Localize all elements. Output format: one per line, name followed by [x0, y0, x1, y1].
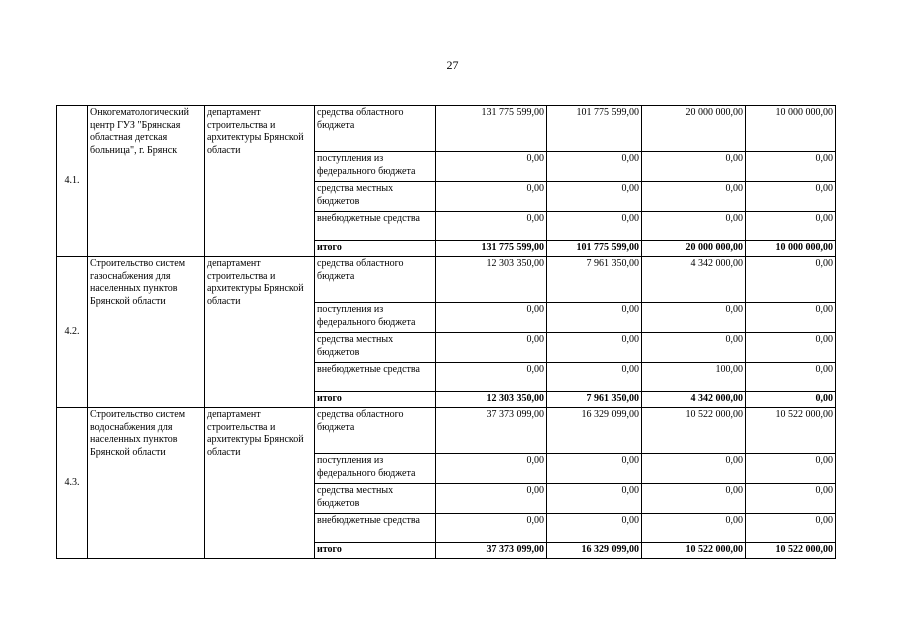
amount-cell: 0,00: [547, 333, 642, 363]
amount-cell: 0,00: [746, 514, 836, 543]
amount-cell: 0,00: [436, 454, 547, 484]
funding-source: итого: [315, 392, 436, 408]
responsible-department: департамент строительства и архитектуры Брянской области: [205, 408, 315, 559]
funding-source: итого: [315, 543, 436, 559]
amount-cell: 0,00: [746, 152, 836, 182]
amount-cell: 7 961 350,00: [547, 392, 642, 408]
amount-cell: 0,00: [746, 182, 836, 212]
amount-cell: 0,00: [746, 303, 836, 333]
section-number-text: 4.3.: [64, 476, 80, 488]
amount-cell: 10 522 000,00: [642, 543, 746, 559]
amount-cell: 37 373 099,00: [436, 543, 547, 559]
table-row: [57, 257, 836, 303]
amount-cell: 0,00: [642, 152, 746, 182]
amount-cell: 0,00: [547, 514, 642, 543]
amount-cell: 0,00: [547, 454, 642, 484]
amount-cell: 0,00: [436, 514, 547, 543]
funding-source: средства областного бюджета: [315, 106, 436, 152]
table-row: [57, 106, 836, 152]
amount-cell: 0,00: [642, 514, 746, 543]
funding-source: поступления из федерального бюджета: [315, 454, 436, 484]
amount-cell: 10 522 000,00: [746, 408, 836, 454]
amount-cell: 7 961 350,00: [547, 257, 642, 303]
amount-cell: 20 000 000,00: [642, 241, 746, 257]
amount-cell: 12 303 350,00: [436, 257, 547, 303]
funding-source: внебюджетные средства: [315, 212, 436, 241]
amount-cell: 0,00: [436, 182, 547, 212]
funding-source: итого: [315, 241, 436, 257]
amount-cell: 0,00: [547, 152, 642, 182]
section-number-text: 4.1.: [64, 174, 80, 186]
amount-cell: 0,00: [746, 454, 836, 484]
amount-cell: 16 329 099,00: [547, 408, 642, 454]
funding-source: средства местных бюджетов: [315, 333, 436, 363]
project-name: Строительство систем газоснабжения для населенных пунктов Брянской области: [88, 257, 205, 408]
amount-cell: 10 522 000,00: [746, 543, 836, 559]
funding-source: поступления из федерального бюджета: [315, 152, 436, 182]
amount-cell: 0,00: [642, 303, 746, 333]
amount-cell: 0,00: [746, 392, 836, 408]
project-name: Онкогематологический центр ГУЗ "Брянская областная детская больница", г. Брянск: [88, 106, 205, 257]
section-number-text: 4.2.: [64, 325, 80, 337]
amount-cell: 0,00: [642, 454, 746, 484]
funding-source: поступления из федерального бюджета: [315, 303, 436, 333]
table-row: [57, 408, 836, 454]
amount-cell: 0,00: [547, 182, 642, 212]
amount-cell: 16 329 099,00: [547, 543, 642, 559]
funding-source: средства местных бюджетов: [315, 182, 436, 212]
amount-cell: 0,00: [436, 303, 547, 333]
responsible-department: департамент строительства и архитектуры Брянской области: [205, 106, 315, 257]
amount-cell: 0,00: [642, 333, 746, 363]
amount-cell: 10 000 000,00: [746, 241, 836, 257]
amount-cell: 4 342 000,00: [642, 257, 746, 303]
amount-cell: 4 342 000,00: [642, 392, 746, 408]
amount-cell: 100,00: [642, 363, 746, 392]
funding-source: средства местных бюджетов: [315, 484, 436, 514]
amount-cell: 0,00: [547, 363, 642, 392]
amount-cell: 0,00: [746, 257, 836, 303]
amount-cell: 131 775 599,00: [436, 241, 547, 257]
amount-cell: 0,00: [642, 212, 746, 241]
page-number: 27: [446, 58, 459, 72]
section-number: [57, 408, 88, 559]
amount-cell: 0,00: [436, 212, 547, 241]
amount-cell: 10 000 000,00: [746, 106, 836, 152]
amount-cell: 0,00: [746, 212, 836, 241]
amount-cell: 101 775 599,00: [547, 241, 642, 257]
amount-cell: 0,00: [547, 212, 642, 241]
amount-cell: 0,00: [436, 152, 547, 182]
funding-source: средства областного бюджета: [315, 257, 436, 303]
amount-cell: 0,00: [746, 363, 836, 392]
amount-cell: 0,00: [436, 363, 547, 392]
section-number: [57, 106, 88, 257]
amount-cell: 20 000 000,00: [642, 106, 746, 152]
amount-cell: 0,00: [642, 182, 746, 212]
amount-cell: 12 303 350,00: [436, 392, 547, 408]
amount-cell: 131 775 599,00: [436, 106, 547, 152]
funding-source: внебюджетные средства: [315, 514, 436, 543]
amount-cell: 0,00: [436, 333, 547, 363]
funding-source: внебюджетные средства: [315, 363, 436, 392]
amount-cell: 0,00: [642, 484, 746, 514]
responsible-department: департамент строительства и архитектуры Брянской области: [205, 257, 315, 408]
amount-cell: 0,00: [547, 484, 642, 514]
section-number: [57, 257, 88, 408]
amount-cell: 0,00: [746, 484, 836, 514]
amount-cell: 0,00: [547, 303, 642, 333]
funding-source: средства областного бюджета: [315, 408, 436, 454]
budget-table: [56, 105, 836, 559]
amount-cell: 0,00: [436, 484, 547, 514]
amount-cell: 101 775 599,00: [547, 106, 642, 152]
amount-cell: 10 522 000,00: [642, 408, 746, 454]
amount-cell: 0,00: [746, 333, 836, 363]
project-name: Строительство систем водоснабжения для населенных пунктов Брянской области: [88, 408, 205, 559]
amount-cell: 37 373 099,00: [436, 408, 547, 454]
